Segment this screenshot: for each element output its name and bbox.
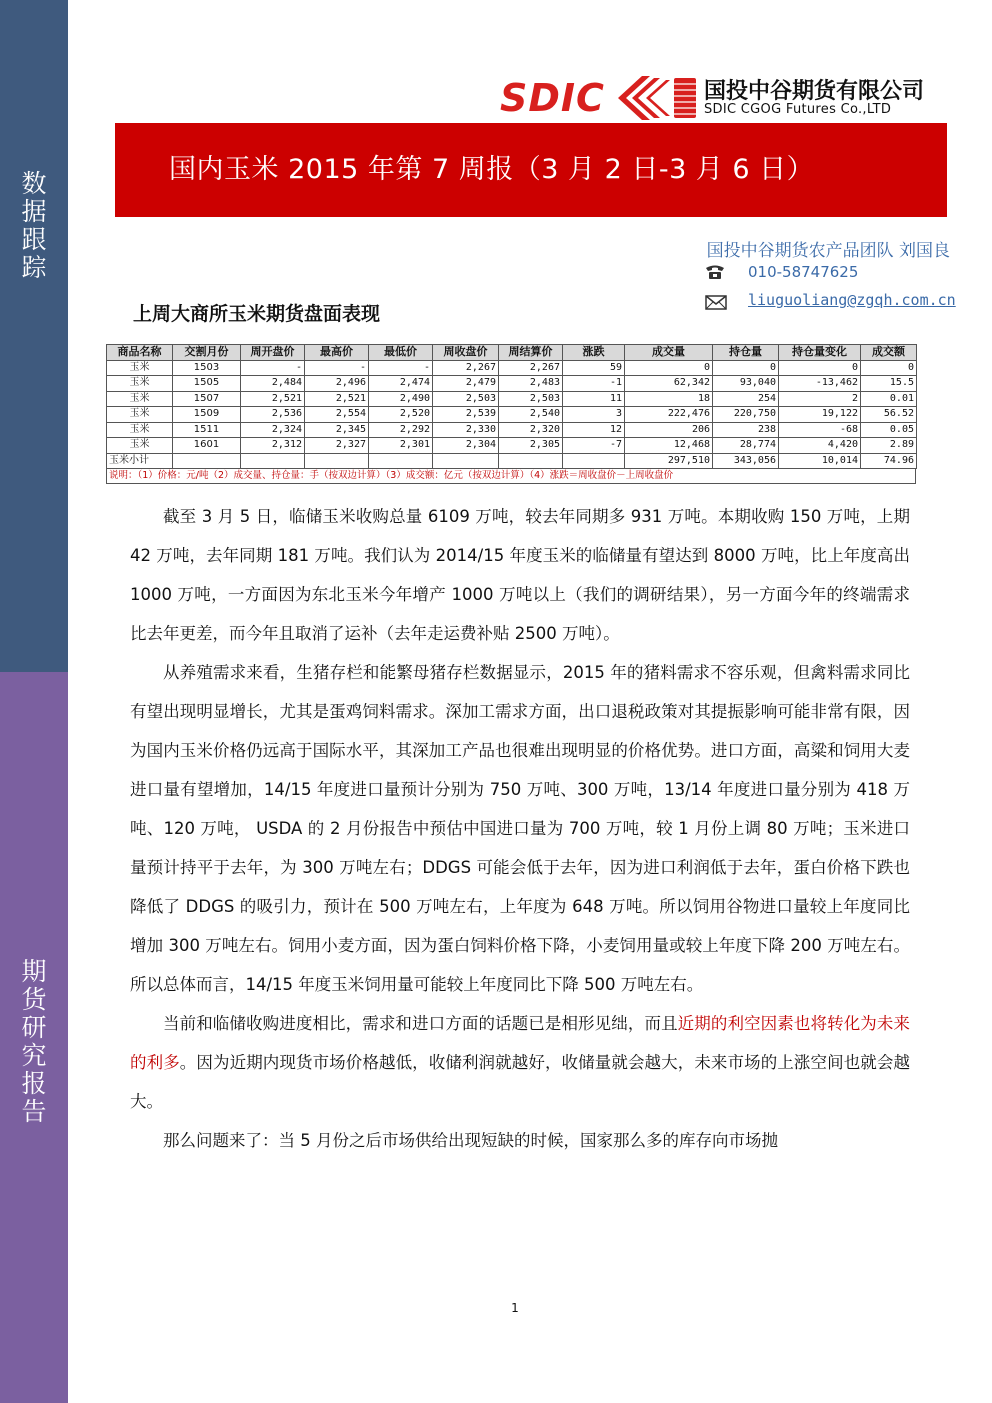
table-cell: 玉米 (107, 407, 173, 423)
sidebar-label-futures-report (0, 958, 68, 1126)
table-cell (241, 453, 305, 469)
phone-icon (704, 264, 726, 280)
table-cell: 1507 (173, 391, 241, 407)
table-cell: 玉米 (107, 360, 173, 376)
table-cell: 56.52 (861, 407, 917, 423)
table-cell: 62,342 (625, 376, 713, 392)
table-cell: -7 (563, 438, 625, 454)
table-cell: 12,468 (625, 438, 713, 454)
logo-mark-icon (616, 74, 698, 122)
paragraph-3-part-a: 当前和临储收购进度相比，需求和进口方面的话题已是相形见绌，而且 (163, 1014, 678, 1033)
table-cell: 220,750 (713, 407, 779, 423)
author-line: 国投中谷期货农产品团队 刘国良 (706, 241, 950, 261)
table-header-cell: 持仓量 (713, 345, 779, 361)
table-cell: 2,521 (305, 391, 369, 407)
table-header-cell: 周开盘价 (241, 345, 305, 361)
table-cell: 238 (713, 422, 779, 438)
table-cell: 玉米小计 (107, 453, 173, 469)
table-cell: 2,320 (499, 422, 563, 438)
table-cell: 12 (563, 422, 625, 438)
table-row (107, 407, 917, 423)
table-cell: -13,462 (779, 376, 861, 392)
table-header-cell: 交割月份 (173, 345, 241, 361)
sidebar-top-band (0, 0, 68, 672)
table-cell: 0 (713, 360, 779, 376)
table-cell: 254 (713, 391, 779, 407)
paragraph-3-part-b: 。因为近期内现货市场价格越低，收储利润就越好，收储量就会越大，未来市场的上涨空间也就会越大。 (130, 1053, 911, 1111)
table-note: 说明：（1）价格：元/吨（2）成交量、持仓量：手（按双边计算）（3）成交额：亿元（按双边计算）（4）涨跌＝周收盘价－上周收盘价 (106, 469, 916, 484)
paragraph-3-highlight: 近期的利空因素也将转化为未来的利多 (130, 1014, 911, 1072)
table-cell: - (369, 360, 433, 376)
table-cell: 玉米 (107, 438, 173, 454)
sidebar-char: 研 (21, 1013, 47, 1042)
table-cell: 28,774 (713, 438, 779, 454)
sidebar-char: 据 (21, 197, 47, 226)
table-row (107, 438, 917, 454)
table-header-cell: 涨跌 (563, 345, 625, 361)
table-cell: 2,292 (369, 422, 433, 438)
title-banner (115, 123, 947, 217)
table-header-cell: 商品名称 (107, 345, 173, 361)
table-header-cell: 成交额 (861, 345, 917, 361)
email-link[interactable]: liuguoliang@zgqh.com.cn (748, 291, 956, 309)
table-cell: 2,503 (499, 391, 563, 407)
company-logo (500, 72, 940, 124)
table-cell: 59 (563, 360, 625, 376)
table-cell: 1601 (173, 438, 241, 454)
paragraph-3 (130, 1004, 910, 1121)
table-cell: 19,122 (779, 407, 861, 423)
table-cell: 4,420 (779, 438, 861, 454)
table-cell (433, 453, 499, 469)
table-header-cell: 成交量 (625, 345, 713, 361)
logo-company-cn: 国投中谷期货有限公司 (704, 79, 925, 104)
table-header-cell: 最低价 (369, 345, 433, 361)
table-cell (173, 453, 241, 469)
table-cell: 93,040 (713, 376, 779, 392)
table-cell: - (241, 360, 305, 376)
table-cell: 2,330 (433, 422, 499, 438)
logo-brand-text: SDIC (500, 76, 605, 120)
table-cell: 74.96 (861, 453, 917, 469)
table-cell: 2,483 (499, 376, 563, 392)
table-cell (305, 453, 369, 469)
table-cell: 2,312 (241, 438, 305, 454)
paragraph-1: 截至 3 月 5 日，临储玉米收购总量 6109 万吨，较去年同期多 931 万吨。本期收购 150 万吨，上期 42 万吨，去年同期 181 万吨。我们认为 2014/15 年度玉米的临储量有望达到 8000 万吨，比上年度高出 1000 万吨，一方面因为东北玉米今年增产 1000 万吨以上（我们的调研结果），另一方面今年的终端需求比去年更差，而今年且取消了运补（去年走运费补贴 2500 万吨）。 (130, 507, 910, 643)
table-cell: 2.89 (861, 438, 917, 454)
article-body (130, 497, 910, 1160)
table-cell: 2,554 (305, 407, 369, 423)
table-cell: 2,267 (433, 360, 499, 376)
table-cell: 2,521 (241, 391, 305, 407)
table-cell: 297,510 (625, 453, 713, 469)
table-cell: 0 (625, 360, 713, 376)
sidebar-char: 报 (21, 1069, 47, 1098)
table-cell: 1509 (173, 407, 241, 423)
table-cell: 2,267 (499, 360, 563, 376)
table-cell: 2,536 (241, 407, 305, 423)
table-cell: 1511 (173, 422, 241, 438)
table-header-cell: 周收盘价 (433, 345, 499, 361)
table-cell: 206 (625, 422, 713, 438)
table-row (107, 360, 917, 376)
table-cell: 0 (779, 360, 861, 376)
table-row (107, 422, 917, 438)
table-cell: 343,056 (713, 453, 779, 469)
table-cell: 2,496 (305, 376, 369, 392)
table-cell: -68 (779, 422, 861, 438)
sidebar-char: 货 (21, 985, 47, 1014)
sidebar-char: 告 (21, 1097, 47, 1126)
sidebar-char: 期 (21, 957, 47, 986)
table-cell: 0.01 (861, 391, 917, 407)
table-row (107, 391, 917, 407)
table-cell (369, 453, 433, 469)
table-cell: -1 (563, 376, 625, 392)
table-cell: 222,476 (625, 407, 713, 423)
sidebar-char: 踪 (21, 253, 47, 282)
table-cell: 2,490 (369, 391, 433, 407)
section-heading: 上周大商所玉米期货盘面表现 (133, 303, 381, 325)
table-cell: 2,301 (369, 438, 433, 454)
page-number: 1 (511, 1301, 519, 1315)
report-title: 国内玉米 2015 年第 7 周报（3 月 2 日-3 月 6 日） (169, 154, 815, 185)
table-cell: 1505 (173, 376, 241, 392)
sidebar-char: 究 (21, 1041, 47, 1070)
table-header-cell: 持仓量变化 (779, 345, 861, 361)
sidebar-label-data-tracking (0, 170, 68, 282)
table-cell: 2 (779, 391, 861, 407)
table-cell: 2,304 (433, 438, 499, 454)
paragraph-4: 那么问题来了：当 5 月份之后市场供给出现短缺的时候，国家那么多的库存向市场抛 (163, 1131, 778, 1150)
table-cell: 玉米 (107, 391, 173, 407)
table-cell: 2,305 (499, 438, 563, 454)
table-cell: 2,520 (369, 407, 433, 423)
table-cell: 11 (563, 391, 625, 407)
table-cell (499, 453, 563, 469)
table-cell: 3 (563, 407, 625, 423)
phone-number: 010-58747625 (748, 263, 859, 281)
table-cell (563, 453, 625, 469)
table-cell: 2,345 (305, 422, 369, 438)
table-cell: 0.05 (861, 422, 917, 438)
table-cell: 15.5 (861, 376, 917, 392)
table-cell: 玉米 (107, 376, 173, 392)
table-cell: 1503 (173, 360, 241, 376)
table-cell: - (305, 360, 369, 376)
table-cell: 2,484 (241, 376, 305, 392)
table-cell: 10,014 (779, 453, 861, 469)
table-row (107, 376, 917, 392)
table-cell: 2,324 (241, 422, 305, 438)
paragraph-2: 从养殖需求来看，生猪存栏和能繁母猪存栏数据显示，2015 年的猪料需求不容乐观，但禽料需求同比有望出现明显增长，尤其是蛋鸡饲料需求。深加工需求方面，出口退税政策对其提振影响可能非常有限，因为国内玉米价格仍远高于国际水平，其深加工产品也很难出现明显的价格优势。进口方面，高粱和饲用大麦进口量有望增加，14/15 年度进口量预计分别为 750 万吨、300 万吨，13/14 年度进口量分别为 418 万吨、120 万吨， USDA 的 2 月份报告中预估中国进口量为 700 万吨，较 1 月份上调 80 万吨；玉米进口量预计持平于去年，为 300 万吨左右；DDGS 可能会低于去年，因为进口利润低于去年，蛋白价格下跌也降低了 DDGS 的吸引力，预计在 500 万吨左右，上年度为 648 万吨。所以饲用谷物进口量较上年度同比增加 300 万吨左右。饲用小麦方面，因为蛋白饲料价格下降，小麦饲用量或较上年度下降 200 万吨左右。所以总体而言，14/15 年度玉米饲用量可能较上年度同比下降 500 万吨左右。 (130, 663, 910, 994)
table-cell: 玉米 (107, 422, 173, 438)
table-cell: 2,479 (433, 376, 499, 392)
table-cell: 0 (861, 360, 917, 376)
table-cell: 2,539 (433, 407, 499, 423)
table-cell: 2,327 (305, 438, 369, 454)
logo-company-en: SDIC CGOG Futures Co.,LTD (704, 102, 892, 117)
sidebar-char: 数 (21, 169, 47, 198)
table-cell: 2,503 (433, 391, 499, 407)
table-header-cell: 最高价 (305, 345, 369, 361)
table-header-row (107, 345, 917, 361)
table-row (107, 453, 917, 469)
futures-table (106, 344, 916, 484)
table-header-cell: 周结算价 (499, 345, 563, 361)
table-cell: 18 (625, 391, 713, 407)
sidebar-char: 跟 (21, 225, 47, 254)
table-cell: 2,540 (499, 407, 563, 423)
mail-icon (705, 295, 727, 310)
table-cell: 2,474 (369, 376, 433, 392)
